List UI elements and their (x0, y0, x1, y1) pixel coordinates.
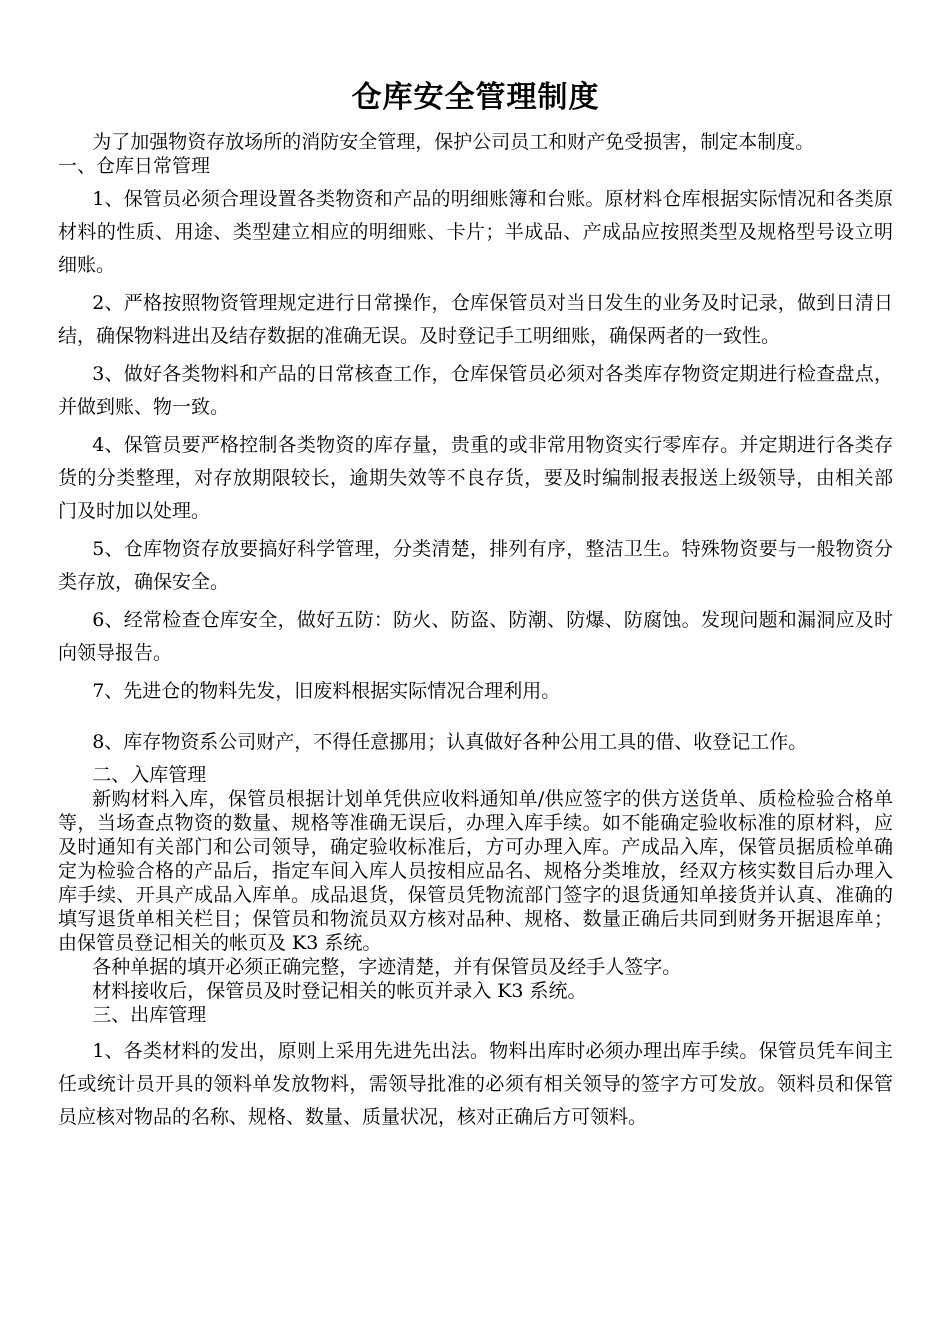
intro-paragraph: 为了加强物资存放场所的消防安全管理，保护公司员工和财产免受损害，制定本制度。 (92, 131, 815, 153)
section3-heading: 三、出库管理 (92, 1004, 207, 1026)
section1-item-8: 8、库存物资系公司财产，不得任意挪用；认真做好各种公用工具的借、收登记工作。 (92, 731, 808, 753)
section1-item-4: 4、保管员要严格控制各类物资的库存量，贵重的或非常用物资实行零库存。并定期进行各类存货的分类整理，对存放期限较长，逾期失效等不良存货，要及时编制报表报送上级领导，由相关部门及时加以处理。 (58, 434, 893, 522)
section2-para3: 材料接收后，保管员及时登记相关的帐页并录入 K3 系统。 (92, 980, 587, 1002)
section1-heading: 一、仓库日常管理 (58, 155, 211, 177)
section1-item-5: 5、仓库物资存放要搞好科学管理，分类清楚，排列有序，整洁卫生。特殊物资要与一般物资分类存放，确保安全。 (58, 538, 893, 593)
document-page (58, 78, 893, 1134)
section1-item-2: 2、严格按照物资管理规定进行日常操作，仓库保管员对当日发生的业务及时记录，做到日清日结，确保物料进出及结存数据的准确无误。及时登记手工明细账，确保两者的一致性。 (58, 292, 893, 347)
section1-item-1: 1、保管员必须合理设置各类物资和产品的明细账簿和台账。原材料仓库根据实际情况和各类原材料的性质、用途、类型建立相应的明细账、卡片；半成品、产成品应按照类型及规格型号设立明细账。 (58, 188, 893, 276)
document-title: 仓库安全管理制度 (351, 80, 600, 115)
section3-item-1: 1、各类材料的发出，原则上采用先进先出法。物料出库时必须办理出库手续。保管员凭车间主任或统计员开具的领料单发放物料，需领导批准的必须有相关领导的签字方可发放。领料员和保管员应核对物品的名称、规格、数量、质量状况，核对正确后方可领料。 (58, 1040, 893, 1128)
section2-body: 新购材料入库，保管员根据计划单凭供应收料通知单/供应签字的供方送货单、质检检验合格单等，当场查点物资的数量、规格等准确无误后，办理入库手续。如不能确定验收标准的原材料，应及时通知有关部门和公司领导，确定验收标准后，方可办理入库。产成品入库，保管员据质检单确定为检验合格的产品后，指定车间入库人员按相应品名、规格分类堆放，经双方核实数目后办理入库手续、开具产成品入库单。成品退货，保管员凭物流部门签字的退货通知单接货并认真、准确的填写退货单相关栏目；保管员和物流员双方核对品种、规格、数量正确后共同到财务开据退库单；由保管员登记相关的帐页及 K3 系统。 (58, 788, 893, 954)
section1-item-7: 7、先进仓的物料先发，旧废料根据实际情况合理利用。 (92, 680, 561, 702)
section1-item-3: 3、做好各类物料和产品的日常核查工作，仓库保管员必须对各类库存物资定期进行检查盘点，并做到账、物一致。 (58, 363, 893, 418)
section1-item-6: 6、经常检查仓库安全，做好五防：防火、防盗、防潮、防爆、防腐蚀。发现问题和漏洞应及时向领导报告。 (58, 609, 893, 664)
section2-para2: 各种单据的填开必须正确完整，字迹清楚，并有保管员及经手人签字。 (92, 956, 682, 978)
section2-heading: 二、入库管理 (92, 764, 207, 786)
